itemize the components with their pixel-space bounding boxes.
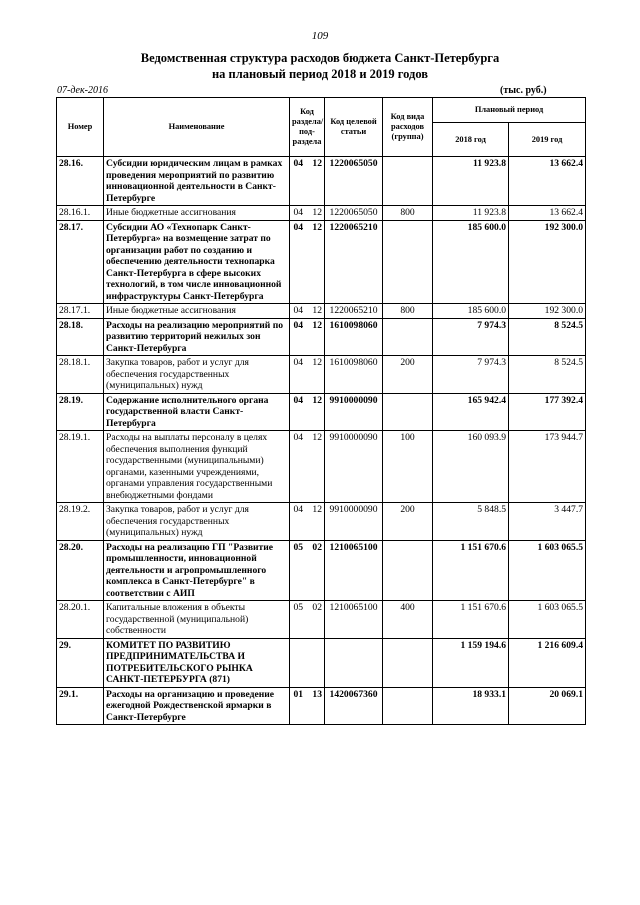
row-subsection-code: 12 (307, 220, 325, 304)
table-row (57, 206, 586, 221)
row-name: Содержание исполнительного органа государственной власти Санкт-Петербурга (104, 393, 290, 431)
row-value-2018: 165 942.4 (433, 393, 509, 431)
row-number: 28.17. (57, 220, 104, 304)
header-kod-vida: Код вида расходов (группа) (383, 98, 433, 157)
table-row (57, 540, 586, 601)
row-name: Расходы на реализацию ГП "Развитие промышленности, инновационной деятельности и агропромышленного комплекса в Санкт-Петербурге" в соответствии с АИП (104, 540, 290, 601)
row-target-article: 1220065050 (325, 206, 383, 221)
row-expense-type (383, 540, 433, 601)
row-subsection-code: 12 (307, 318, 325, 356)
row-expense-type (383, 393, 433, 431)
row-value-2019: 192 300.0 (509, 304, 586, 319)
units-label: (тыс. руб.) (500, 85, 547, 96)
row-value-2018: 7 974.3 (433, 356, 509, 394)
row-target-article: 9910000090 (325, 431, 383, 503)
row-number: 28.16.1. (57, 206, 104, 221)
row-section-code: 04 (290, 503, 307, 541)
table-row (57, 638, 586, 687)
table-row (57, 318, 586, 356)
row-expense-type: 100 (383, 431, 433, 503)
row-expense-type (383, 220, 433, 304)
row-expense-type (383, 157, 433, 206)
row-value-2018: 185 600.0 (433, 304, 509, 319)
row-section-code: 01 (290, 687, 307, 725)
table-row (57, 220, 586, 304)
row-number: 28.16. (57, 157, 104, 206)
row-section-code: 04 (290, 431, 307, 503)
table-body (57, 157, 586, 725)
document-title (0, 50, 640, 82)
row-value-2019: 173 944.7 (509, 431, 586, 503)
row-target-article: 1610098060 (325, 356, 383, 394)
table-row (57, 356, 586, 394)
row-value-2019: 13 662.4 (509, 157, 586, 206)
row-subsection-code: 12 (307, 393, 325, 431)
row-name: Иные бюджетные ассигнования (104, 304, 290, 319)
table-row (57, 304, 586, 319)
table-row (57, 503, 586, 541)
document-date: 07-дек-2016 (57, 85, 108, 96)
row-section-code: 04 (290, 304, 307, 319)
row-number: 28.18. (57, 318, 104, 356)
row-target-article: 1420067360 (325, 687, 383, 725)
row-name: Капитальные вложения в объекты государственной (муниципальной) собственности (104, 601, 290, 639)
row-subsection-code (307, 638, 325, 687)
row-section-code: 04 (290, 393, 307, 431)
row-number: 28.18.1. (57, 356, 104, 394)
row-value-2019: 20 069.1 (509, 687, 586, 725)
row-name: Субсидии юридическим лицам в рамках проведения мероприятий по развитию инновационной деятельности в Санкт-Петербурге (104, 157, 290, 206)
row-value-2018: 7 974.3 (433, 318, 509, 356)
header-kod-razdela: Код раздела/ под- раздела (290, 98, 325, 157)
row-section-code (290, 638, 307, 687)
row-section-code: 04 (290, 318, 307, 356)
row-section-code: 05 (290, 540, 307, 601)
row-expense-type (383, 318, 433, 356)
row-section-code: 04 (290, 220, 307, 304)
row-subsection-code: 02 (307, 540, 325, 601)
row-subsection-code: 12 (307, 431, 325, 503)
row-section-code: 05 (290, 601, 307, 639)
row-value-2018: 160 093.9 (433, 431, 509, 503)
row-value-2018: 185 600.0 (433, 220, 509, 304)
row-number: 29. (57, 638, 104, 687)
row-name: Закупка товаров, работ и услуг для обеспечения государственных (муниципальных) нужд (104, 503, 290, 541)
row-target-article: 1610098060 (325, 318, 383, 356)
row-value-2019: 8 524.5 (509, 318, 586, 356)
row-number: 28.20. (57, 540, 104, 601)
title-line-2: на плановый период 2018 и 2019 годов (211, 67, 429, 81)
row-name: КОМИТЕТ ПО РАЗВИТИЮ ПРЕДПРИНИМАТЕЛЬСТВА И ПОТРЕБИТЕЛЬСКОГО РЫНКА САНКТ-ПЕТЕРБУРГА (871) (104, 638, 290, 687)
row-target-article (325, 638, 383, 687)
row-name: Субсидии АО «Технопарк Санкт-Петербурга» на возмещение затрат по организации работ по созданию и обеспечению деятельности технопарка Санкт-Петербурга в сфере высоких технологий, в том числе инновационной инфраструктуры Санкт-Петербурга (104, 220, 290, 304)
table-row (57, 601, 586, 639)
row-number: 28.19. (57, 393, 104, 431)
row-value-2019: 1 216 609.4 (509, 638, 586, 687)
row-name: Закупка товаров, работ и услуг для обеспечения государственных (муниципальных) нужд (104, 356, 290, 394)
row-value-2019: 192 300.0 (509, 220, 586, 304)
row-subsection-code: 12 (307, 503, 325, 541)
header-name: Наименование (104, 98, 290, 157)
row-value-2018: 18 933.1 (433, 687, 509, 725)
row-expense-type: 400 (383, 601, 433, 639)
header-nomer: Номер (57, 98, 104, 157)
row-number: 29.1. (57, 687, 104, 725)
row-value-2018: 1 151 670.6 (433, 601, 509, 639)
row-name: Расходы на реализацию мероприятий по развитию территорий нежилых зон Санкт-Петербурга (104, 318, 290, 356)
row-target-article: 1220065210 (325, 304, 383, 319)
row-expense-type: 800 (383, 206, 433, 221)
header-2019: 2019 год (509, 123, 586, 157)
table-row (57, 431, 586, 503)
title-line-1: Ведомственная структура расходов бюджета Санкт-Петербурга (140, 51, 500, 65)
row-number: 28.17.1. (57, 304, 104, 319)
row-section-code: 04 (290, 356, 307, 394)
row-target-article: 1220065050 (325, 157, 383, 206)
header-plan: Плановый период (433, 98, 586, 123)
row-expense-type: 200 (383, 356, 433, 394)
row-target-article: 1210065100 (325, 540, 383, 601)
table-row (57, 393, 586, 431)
row-value-2018: 1 151 670.6 (433, 540, 509, 601)
row-subsection-code: 12 (307, 356, 325, 394)
row-value-2019: 1 603 065.5 (509, 601, 586, 639)
row-expense-type (383, 638, 433, 687)
row-name: Расходы на выплаты персоналу в целях обеспечения выполнения функций государственными (муниципальными) органами, казенными учреждениями, органами управления государственными внебюджетными фондами (104, 431, 290, 503)
row-value-2019: 1 603 065.5 (509, 540, 586, 601)
row-target-article: 9910000090 (325, 503, 383, 541)
row-value-2019: 177 392.4 (509, 393, 586, 431)
row-target-article: 9910000090 (325, 393, 383, 431)
row-section-code: 04 (290, 206, 307, 221)
row-subsection-code: 13 (307, 687, 325, 725)
header-2018: 2018 год (433, 123, 509, 157)
row-value-2018: 5 848.5 (433, 503, 509, 541)
row-value-2018: 11 923.8 (433, 157, 509, 206)
row-expense-type: 200 (383, 503, 433, 541)
row-number: 28.19.2. (57, 503, 104, 541)
page-number: 109 (311, 30, 329, 42)
row-target-article: 1210065100 (325, 601, 383, 639)
row-name: Расходы на организацию и проведение ежегодной Рождественской ярмарки в Санкт-Петербурге (104, 687, 290, 725)
row-section-code: 04 (290, 157, 307, 206)
budget-table (56, 97, 586, 725)
table-row (57, 687, 586, 725)
row-value-2019: 8 524.5 (509, 356, 586, 394)
row-number: 28.20.1. (57, 601, 104, 639)
row-subsection-code: 12 (307, 157, 325, 206)
table-row (57, 157, 586, 206)
row-target-article: 1220065210 (325, 220, 383, 304)
header-kod-stati: Код целевой статьи (325, 98, 383, 157)
row-subsection-code: 02 (307, 601, 325, 639)
row-value-2018: 1 159 194.6 (433, 638, 509, 687)
row-expense-type (383, 687, 433, 725)
row-number: 28.19.1. (57, 431, 104, 503)
row-value-2019: 13 662.4 (509, 206, 586, 221)
row-value-2019: 3 447.7 (509, 503, 586, 541)
row-subsection-code: 12 (307, 206, 325, 221)
row-subsection-code: 12 (307, 304, 325, 319)
row-expense-type: 800 (383, 304, 433, 319)
row-name: Иные бюджетные ассигнования (104, 206, 290, 221)
row-value-2018: 11 923.8 (433, 206, 509, 221)
